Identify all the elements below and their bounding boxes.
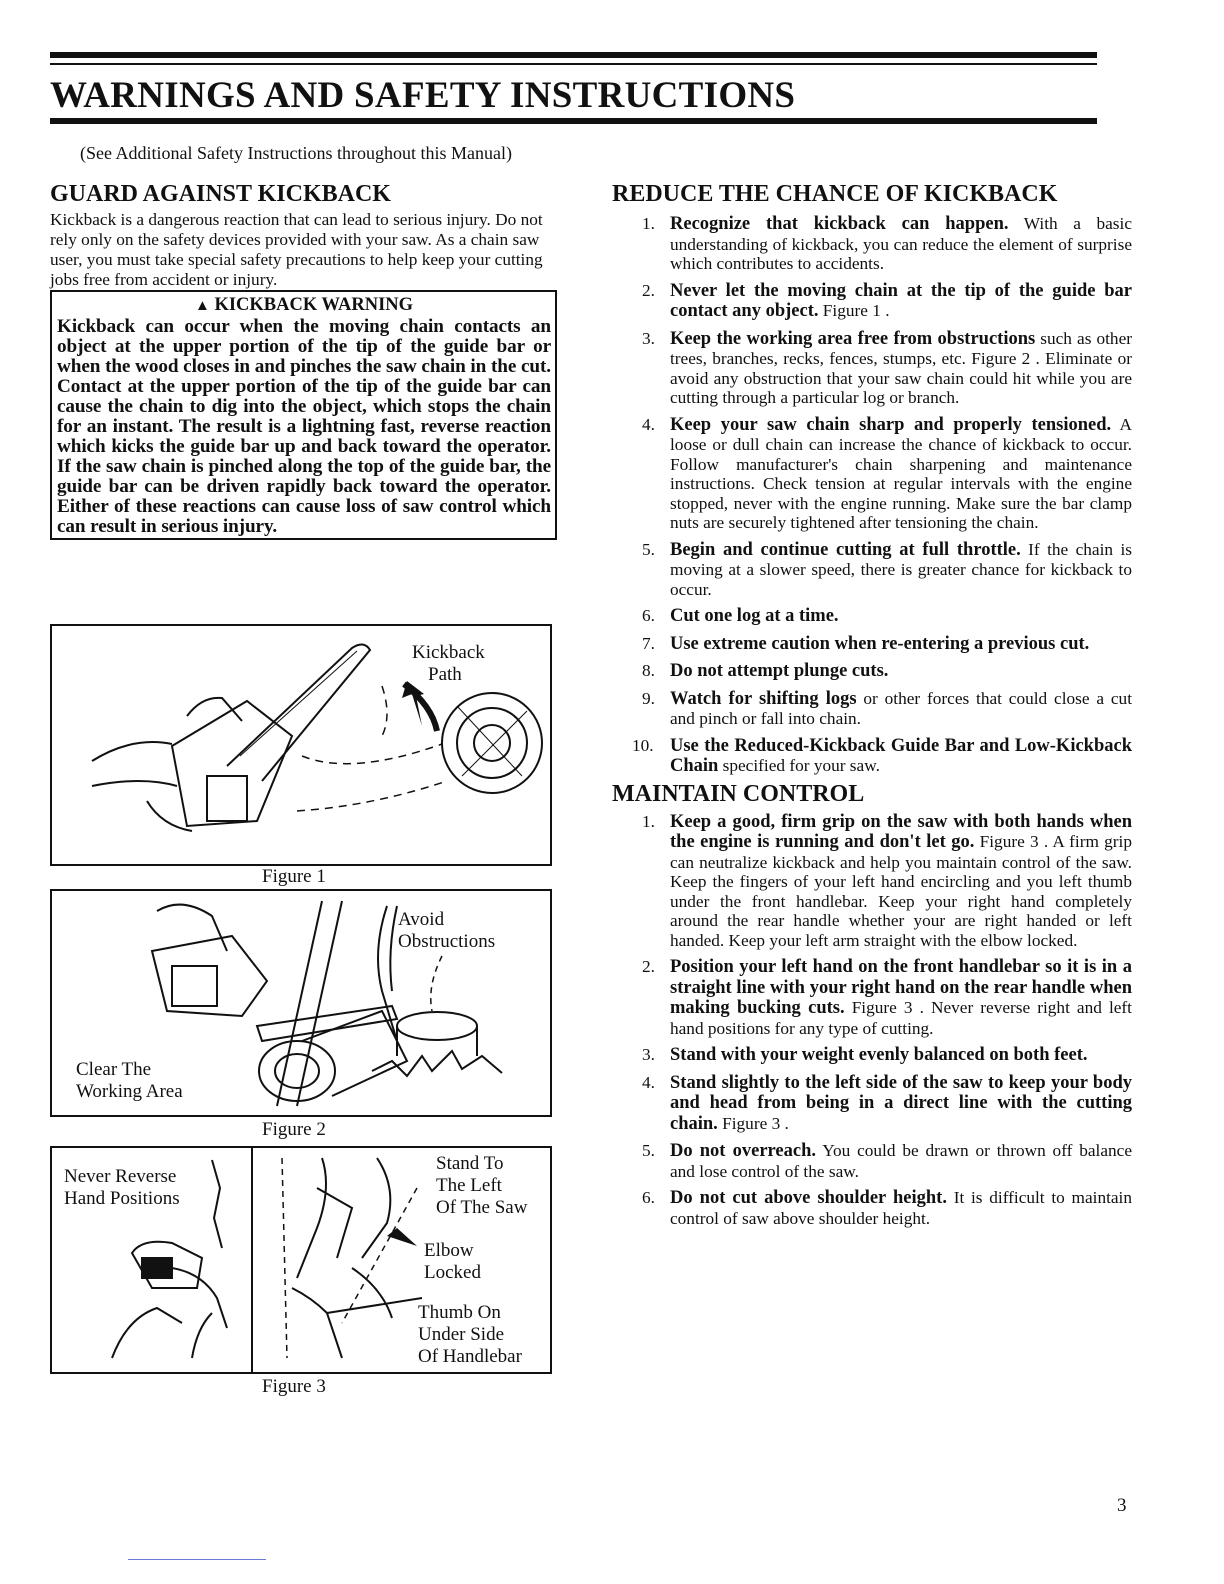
reduce-heading: REDUCE THE CHANCE OF KICKBACK [612, 181, 1058, 207]
figure-2-frame [50, 889, 552, 1117]
figure-2-caption: Figure 2 [262, 1119, 326, 1140]
left-column [50, 180, 570, 540]
figure-3-frame [50, 1146, 552, 1374]
subtitle: (See Additional Safety Instructions throughout this Manual) [80, 143, 512, 163]
fig3-label-hand-positions: Hand Positions [64, 1188, 180, 1209]
list-item: 6. Cut one log at a time. [642, 606, 839, 626]
fig3-label-thumb: Thumb On [418, 1302, 501, 1323]
list-item: 5. Begin and continue cutting at full throttle. If the chain is moving at a slower speed, there is greater chance for kickback to occur. [642, 539, 1132, 599]
fig3-label-locked: Locked [424, 1262, 481, 1283]
page-number: 3 [1117, 1495, 1127, 1516]
fig1-label-kickback: Kickback [412, 642, 485, 663]
maintain-heading: MAINTAIN CONTROL [612, 780, 865, 807]
fig3-label-under-side: Under Side [418, 1324, 505, 1345]
list-item: 1. Keep a good, firm grip on the saw with both hands when the engine is running and don't let go. Figure 3 . A firm grip can neutralize kickback and help you maintain control of the saw. Keep the fingers of your left hand encircling and you left thumb under the front handlebar. Keep your right hand completely around the rear handle whether your are right handed or left handed. Keep your left arm straight with the elbow locked. [642, 811, 1132, 950]
header-rule-top [50, 52, 1097, 58]
list-item: 9. Watch for shifting logs or other forces that could close a cut and pinch or fall into chain. [642, 688, 1132, 728]
warning-title-text: KICKBACK WARNING [214, 295, 414, 315]
header-rule-bottom [50, 118, 1097, 124]
list-item: 7. Use extreme caution when re-entering a previous cut. [642, 633, 1090, 654]
fig2-label-clear: Clear The [76, 1059, 152, 1080]
fig3-label-of-the-saw: Of The Saw [436, 1197, 528, 1218]
warning-body: Kickback can occur when the moving chain contacts an object at the upper portion of the tip of the guide bar or when the wood closes in and pinches the saw chain in the cut. Contact at the upper portion of the tip of the guide bar can cause the chain to dig into the object, which stops the chain for an instant. The result is a lightning fast, reverse reaction which kicks the guide bar up and back toward the operator. If the saw chain is pinched along the top of the guide bar, the guide bar can be driven rapidly back toward the operator. Either of these reactions can cause loss of saw control which can result in serious injury. [57, 316, 551, 537]
kickback-intro: Kickback is a dangerous reaction that can lead to serious injury. Do not rely only on the safety devices provided with your saw. As a chain saw user, you must take special safety precautions to help keep your cutting jobs free from accident or injury. [50, 210, 543, 289]
footer-line [128, 1559, 266, 1560]
list-item: 4. Keep your saw chain sharp and properly tensioned. A loose or dull chain can increase the chance of kickback to occur. Follow manufacturer's chain sharpening and maintenance instructions. Check tension at regular intervals with the engine stopped, never with the engine running. Make sure the bar clamp nuts are securely tightened after tensioning the chain. [642, 414, 1132, 532]
fig3-label-the-left: The Left [436, 1175, 502, 1196]
list-item: 4. Stand slightly to the left side of the saw to keep your body and head from being in a direct line with the cutting chain. Figure 3 . [642, 1072, 1132, 1134]
list-item: 5. Do not overreach. You could be drawn or thrown off balance and lose control of the saw. [642, 1141, 1132, 1181]
right-column [612, 180, 1132, 1235]
list-item: 3. Stand with your weight evenly balanced on both feet. [642, 1045, 1088, 1065]
fig3-label-of-handlebar: Of Handlebar [418, 1346, 522, 1367]
list-item: 1. Recognize that kickback can happen. With a basic understanding of kickback, you can reduce the element of surprise which contributes to accidents. [642, 214, 1132, 273]
fig2-label-obstructions: Obstructions [398, 931, 496, 952]
page-title: WARNINGS AND SAFETY INSTRUCTIONS [50, 75, 796, 116]
warning-title [57, 294, 551, 317]
list-item: 10. Use the Reduced-Kickback Guide Bar and Low-Kickback Chain specified for your saw. [632, 735, 1132, 776]
figure-1-frame [50, 624, 552, 866]
fig2-label-working-area: Working Area [76, 1081, 183, 1102]
list-item: 2. Position your left hand on the front handlebar so it is in a straight line with your right hand on the rear handle when making bucking cuts. Figure 3 . Never reverse right and left hand positions for any type of cutting. [642, 957, 1132, 1038]
list-item: 8. Do not attempt plunge cuts. [642, 661, 889, 681]
fig3-label-elbow: Elbow [424, 1240, 474, 1261]
list-item: 3. Keep the working area free from obstructions such as other trees, branches, recks, fences, stumps, etc. Figure 2 . Eliminate or avoid any obstruction that your saw chain could hit while you are cutting through a particular log or branch. [642, 328, 1132, 407]
warning-triangle-icon: ▲ [194, 298, 210, 314]
figure-3-caption: Figure 3 [262, 1376, 326, 1397]
header-rule-thin [50, 63, 1097, 65]
figure-1-caption: Figure 1 [262, 866, 326, 887]
list-item: 2. Never let the moving chain at the tip of the guide bar contact any object. Figure 1 . [642, 280, 1132, 321]
fig3-label-stand: Stand To [436, 1153, 504, 1174]
fig3-label-never: Never Reverse [64, 1166, 177, 1187]
fig1-label-path: Path [428, 664, 462, 685]
reduce-list [612, 214, 1132, 777]
maintain-list [612, 812, 1132, 1229]
fig2-label-avoid: Avoid [398, 909, 445, 930]
guard-heading: GUARD AGAINST KICKBACK [50, 181, 391, 207]
list-item: 6. Do not cut above shoulder height. It is difficult to maintain control of saw above shoulder height. [642, 1188, 1132, 1228]
kickback-warning-box [50, 290, 557, 540]
